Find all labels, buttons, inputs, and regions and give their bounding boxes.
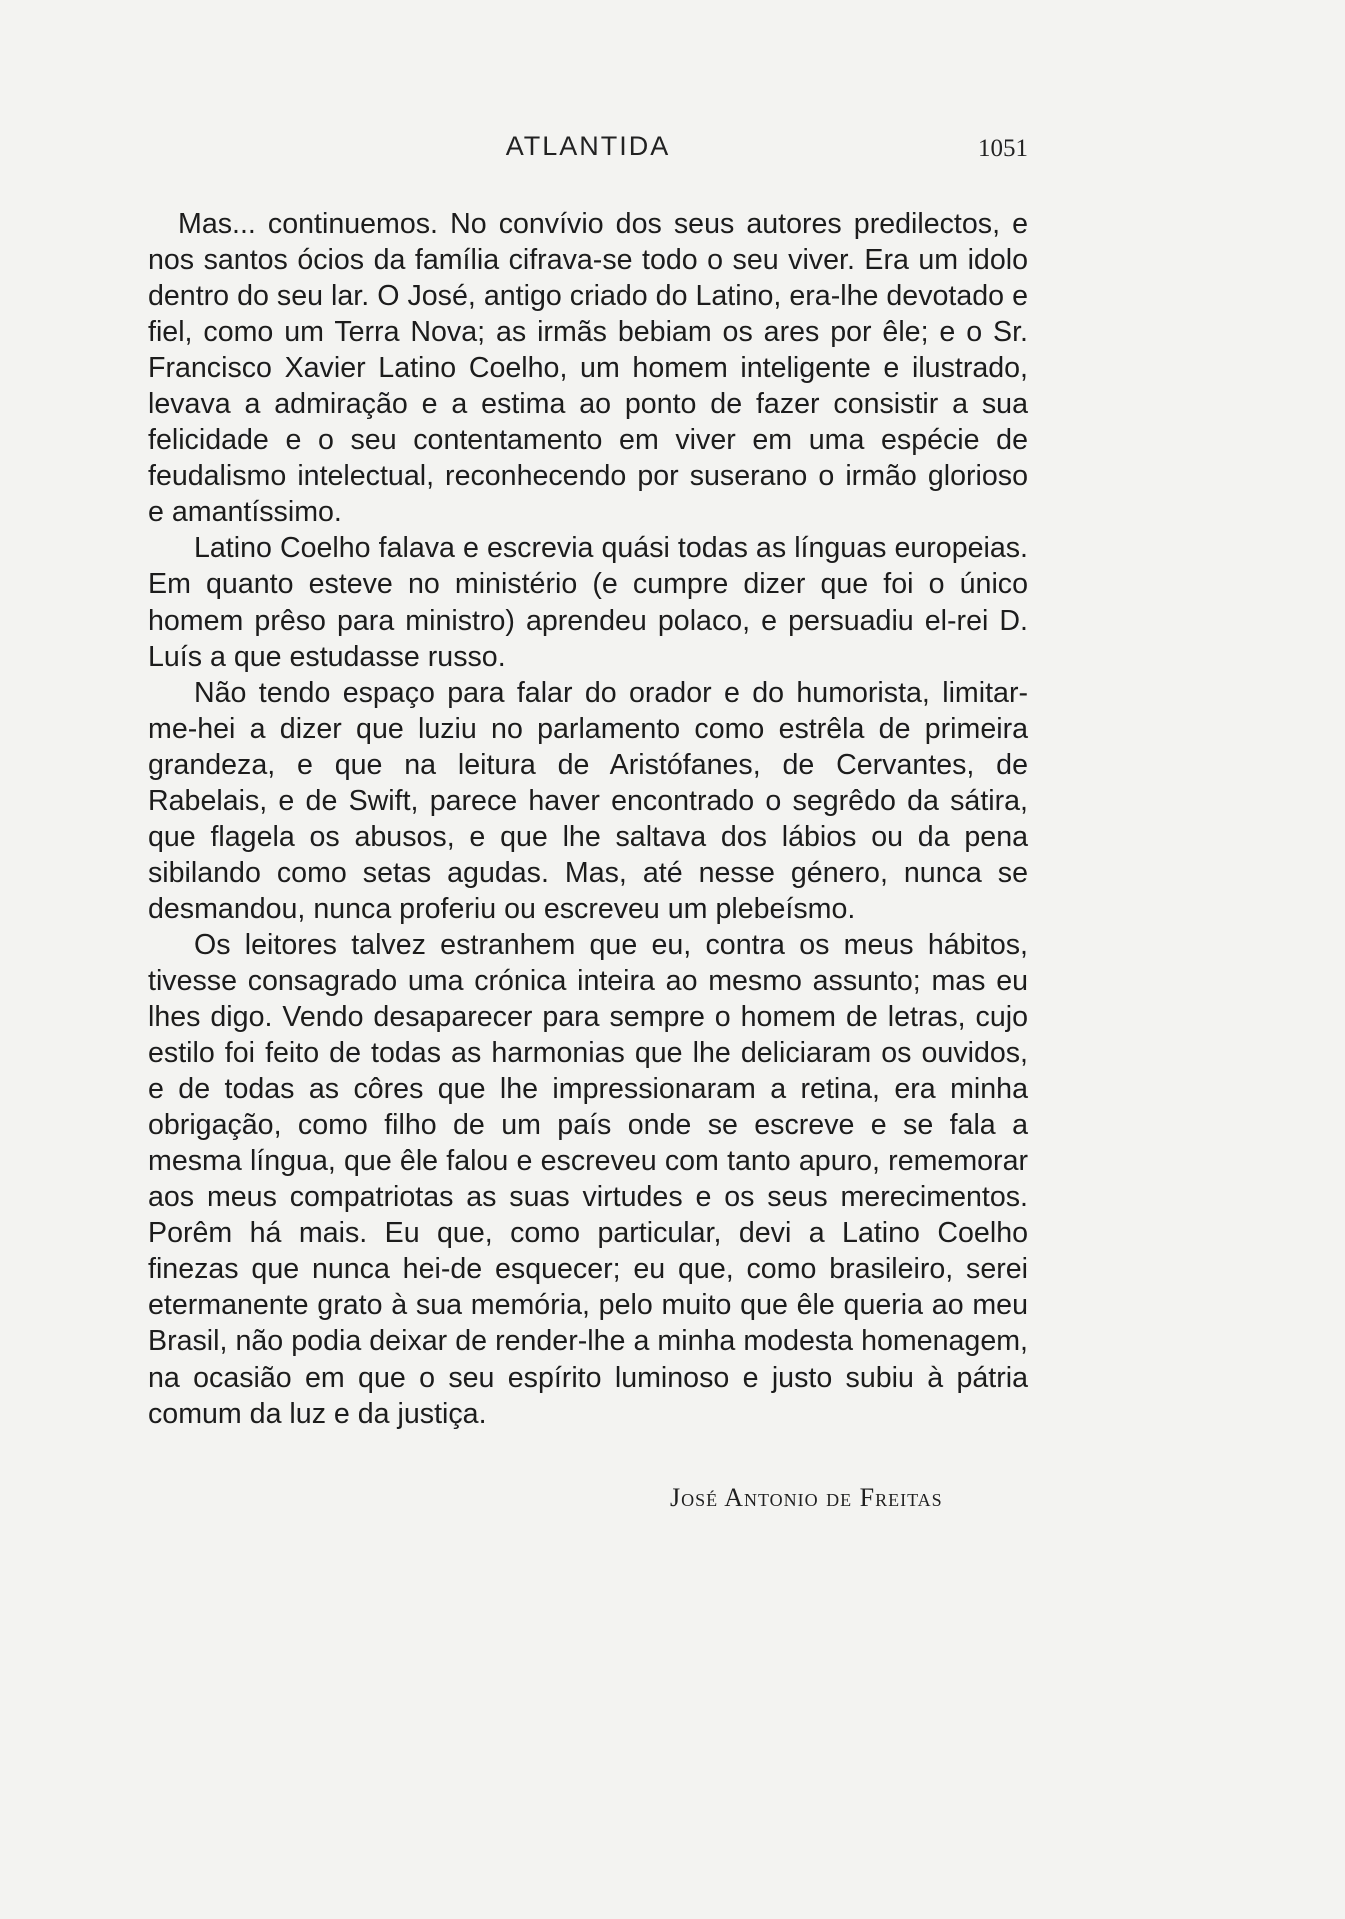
running-title: ATLANTIDA <box>505 131 671 161</box>
page-number: 1051 <box>978 135 1028 162</box>
paragraph: Mas... continuemos. No convívio dos seus autores predilectos, e nos santos ócios da família cifrava-se todo o seu viver. Era um idolo dentro do seu lar. O José, antigo criado do Latino, era-lhe devotado e fiel, como um Terra Nova; as irmãs bebiam os ares por êle; e o Sr. Francisco Xavier Latino Coelho, um homem inteligente e ilustrado, levava a admiração e a estima ao ponto de fazer consistir a sua felicidade e o seu contentamento em viver em uma espécie de feudalismo intelectual, reconhecendo por suserano o irmão glorioso e amantíssimo. <box>148 208 1028 529</box>
author-signature: José Antonio de Freitas <box>670 1483 943 1512</box>
paragraph: Os leitores talvez estranhem que eu, contra os meus hábitos, tivesse consagrado uma crónica inteira ao mesmo assunto; mas eu lhes digo. Vendo desaparecer para sempre o homem de letras, cujo estilo foi feito de todas as harmonias que lhe deliciaram os ouvidos, e de todas as côres que lhe impressionaram a retina, era minha obrigação, como filho de um país onde se escreve e se fala a mesma língua, que êle falou e escreveu com tanto apuro, rememorar aos meus compatriotas as suas virtudes e os seus merecimentos. Porêm há mais. Eu que, como particular, devi a Latino Coelho finezas que nunca hei-de esquecer; eu que, como brasileiro, serei etermanente grato à sua memória, pelo muito que êle queria ao meu Brasil, não podia deixar de render-lhe a minha modesta homenagem, na ocasião em que o seu espírito luminoso e justo subiu à pátria comum da luz e da justiça. <box>148 928 1028 1430</box>
page-header <box>148 131 1028 167</box>
paragraph: Não tendo espaço para falar do orador e do humorista, limitar-me-hei a dizer que luziu no parlamento como estrêla de primeira grandeza, e que na leitura de Aristófanes, de Cervantes, de Rabelais, e de Swift, parece haver encontrado o segrêdo da sátira, que flagela os abusos, e que lhe saltava dos lábios ou da pena sibilando como setas agudas. Mas, até nesse género, nunca se desmandou, nunca proferiu ou escreveu um plebeísmo. <box>148 676 1028 925</box>
paragraph: Latino Coelho falava e escrevia quási todas as línguas europeias. Em quanto esteve no ministério (e cumpre dizer que foi o único homem prêso para ministro) aprendeu polaco, e persuadiu el-rei D. Luís a que estudasse russo. <box>148 532 1028 673</box>
article-body <box>148 206 1028 1432</box>
